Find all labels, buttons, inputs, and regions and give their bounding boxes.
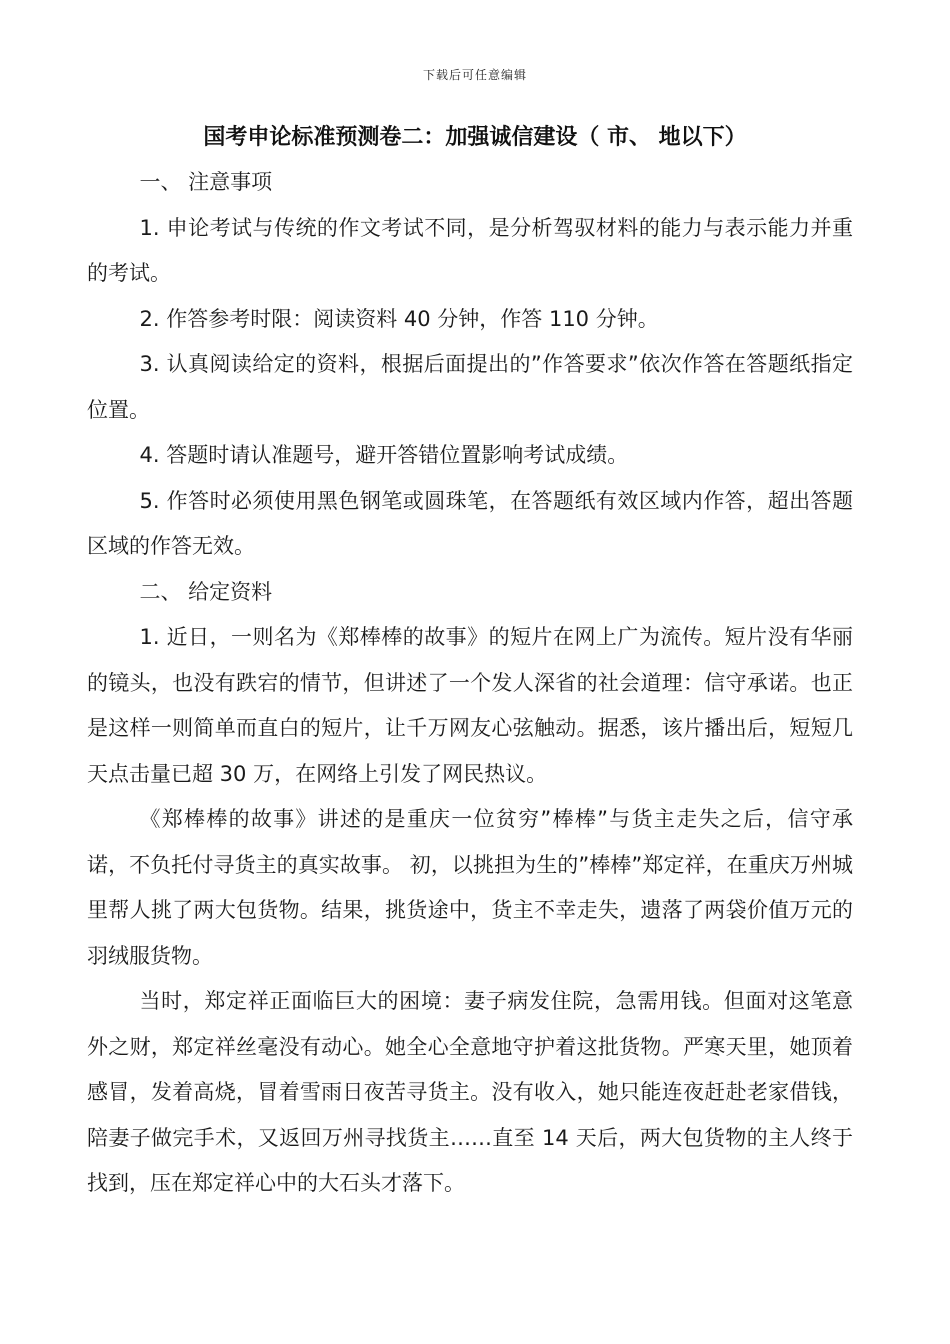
material-paragraph: 《郑棒棒的故事》讲述的是重庆一位贫穷”棒棒”与货主走失之后，信守承诺，不负托付寻货主的真实故事。 初，以挑担为生的”棒棒”郑定祥，在重庆万州城里帮人挑了两大包货物。结果，挑货途中，货主不幸走失，遗落了两袋价值万元的羽绒服货物。	[87, 807, 853, 968]
notice-item: 2. 作答参考时限：阅读资料 40 分钟，作答 110 分钟。	[139, 306, 659, 331]
notice-item: 3. 认真阅读给定的资料，根据后面提出的”作答要求”依次作答在答题纸指定位置。	[87, 352, 853, 422]
section-heading-materials: 二、 给定资料	[139, 579, 273, 604]
notice-item: 1. 申论考试与传统的作文考试不同，是分析驾驭材料的能力与表示能力并重的考试。	[87, 215, 853, 285]
page-title: 国考申论标准预测卷二：加强诚信建设（ 市、 地以下）	[203, 125, 747, 150]
material-paragraph: 当时，郑定祥正面临巨大的困境：妻子病发住院，急需用钱。但面对这笔意外之财，郑定祥丝毫没有动心。她全心全意地守护着这批货物。严寒天里，她顶着感冒，发着高烧，冒着雪雨日夜苦寻货主。没有收入，她只能连夜赶赴老家借钱，陪妻子做完手术，又返回万州寻找货主……直至 14 天后，两大包货物的主人终于找到，压在郑定祥心中的大石头才落下。	[87, 989, 853, 1195]
material-paragraph: 1. 近日，一则名为《郑棒棒的故事》的短片在网上广为流传。短片没有华丽的镜头，也没有跌宕的情节，但讲述了一个发人深省的社会道理：信守承诺。也正是这样一则简单而直白的短片，让千万网友心弦触动。据悉，该片播出后，短短几天点击量已超 30 万，在网络上引发了网民热议。	[87, 625, 853, 786]
document-body	[87, 160, 853, 1207]
header-note: 下载后可任意编辑	[422, 68, 527, 82]
section-heading-notes: 一、 注意事项	[139, 170, 273, 194]
notice-item: 5. 作答时必须使用黑色钢笔或圆珠笔，在答题纸有效区域内作答，超出答题区域的作答无效。	[87, 488, 853, 558]
notice-item: 4. 答题时请认准题号，避开答错位置影响考试成绩。	[139, 443, 629, 467]
